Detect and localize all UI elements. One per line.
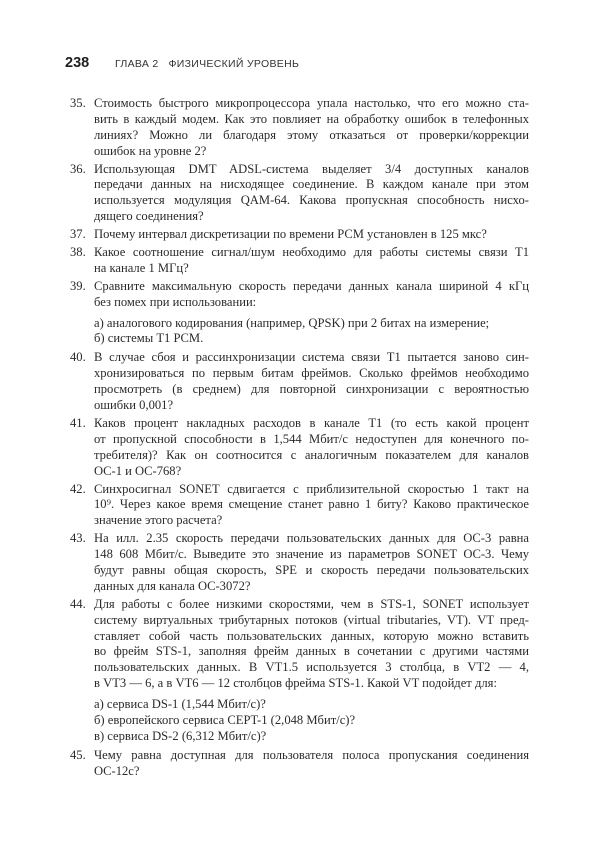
text-line: Стоимость быстрого микропроцессора упала настолько, что его можно ста- — [94, 96, 529, 110]
text-line: требителя)? Как он соотносится с аналогичным показателем для каналов — [94, 447, 529, 462]
text-line: Какое соотношение сигнал/шум необходимо для работы системы связи T1 — [94, 245, 529, 260]
problem-text — [94, 416, 529, 480]
text-line: Сравните максимальную скорость передачи данных канала шириной 4 кГц — [94, 278, 529, 293]
sub-question-list — [94, 316, 529, 348]
sub-question: а) сервиса DS-1 (1,544 Мбит/с)? — [94, 697, 266, 712]
text-line: без помех при использовании: — [94, 294, 257, 309]
problem-number: 43. — [70, 531, 86, 546]
problem-item — [70, 748, 529, 780]
text-line: во фрейм STS-1, заполняя фрейм данных в сочетании с другими частями — [94, 644, 529, 659]
sub-question: а) аналогового кодирования (например, QPSK) при 2 битах на измерение; — [94, 315, 490, 330]
text-line: просмотреть (в среднем) для повторной синхронизации с вероятностью — [94, 382, 529, 397]
problem-number: 42. — [70, 481, 86, 496]
text-line: ошибки 0,001? — [94, 398, 174, 413]
text-line: ошибок на уровне 2? — [94, 143, 207, 158]
text-line: на канале 1 МГц? — [94, 260, 189, 275]
problem-text — [94, 227, 529, 243]
page-number: 238 — [65, 55, 90, 71]
problem-item — [70, 597, 529, 745]
text-line: Использующая DMT ADSL-система выделяет 3/4 доступных каналов — [94, 161, 529, 176]
problem-text — [94, 350, 529, 414]
text-line: в VT3 — 6, а в VT6 — 12 столбцов фрейма STS-1. Какой VT подойдет для: — [94, 676, 497, 691]
problem-item — [70, 162, 529, 226]
text-line: OC-1 и OC-768? — [94, 463, 182, 478]
sub-question: в) сервиса DS-2 (6,312 Мбит/с)? — [94, 728, 267, 743]
problem-number: 45. — [70, 747, 86, 762]
text-line: от пропускной способности в 1,544 Мбит/с недоступен для конечного по- — [94, 431, 529, 446]
text-line: Каков процент накладных расходов в канале T1 (то есть какой процент — [94, 415, 529, 430]
text-line: В случае сбоя и рассинхронизации система связи T1 пытается заново син- — [94, 350, 529, 365]
problem-text — [94, 748, 529, 780]
problem-text — [94, 597, 529, 745]
text-line: будут равны общая скорость, SPE и скорость передачи пользовательских — [94, 562, 529, 577]
problem-text — [94, 162, 529, 226]
problem-text — [94, 96, 529, 160]
text-line: используется модуляция QAM-64. Какова пропускная способность нисхо- — [94, 193, 529, 208]
problem-item — [70, 96, 529, 160]
text-line: систему виртуальных трибутарных потоков (virtual tributaries, VT). VT пред- — [94, 612, 529, 627]
text-line: линиях? Можно ли благодаря этому отказаться от проверки/коррекции — [94, 127, 529, 142]
problem-item — [70, 531, 529, 595]
problem-number: 38. — [70, 245, 86, 260]
text-line: 10⁹. Через какое время смещение станет равно 1 биту? Каково практическое — [94, 497, 529, 512]
problem-text — [94, 531, 529, 595]
text-line: передачи данных на нисходящее соединение. В каждом канале при этом — [94, 177, 529, 192]
problem-text — [94, 245, 529, 277]
text-line: На илл. 2.35 скорость передачи пользовательских данных для OC-3 равна — [94, 531, 529, 546]
text-line: ставляет собой часть пользовательских данных, которую можно вставить — [94, 628, 529, 643]
problem-item — [70, 227, 529, 243]
sub-question-list — [94, 697, 529, 745]
problem-number: 39. — [70, 278, 86, 293]
chapter-label: ГЛАВА 2 — [115, 58, 159, 70]
running-header — [65, 55, 299, 71]
problem-item — [70, 482, 529, 530]
problem-number: 41. — [70, 415, 86, 430]
text-line: вить в каждый модем. Как это повлияет на обработку ошибок в телефонных — [94, 111, 529, 126]
sub-question: б) европейского сервиса CEPT-1 (2,048 Мбит/с)? — [94, 712, 356, 727]
problem-number: 40. — [70, 350, 86, 365]
text-line: OC-12c? — [94, 763, 140, 778]
text-line: хронизироваться по первым битам фреймов. Сколько фреймов необходимо — [94, 366, 529, 381]
sub-question: б) системы T1 PCM. — [94, 331, 204, 346]
problem-item — [70, 350, 529, 414]
text-line: значение этого расчета? — [94, 513, 223, 528]
text-line: пользовательских данных. В VT1.5 используется 3 столбца, в VT2 — 4, — [94, 660, 529, 675]
chapter-title: ФИЗИЧЕСКИЙ УРОВЕНЬ — [168, 58, 300, 70]
text-line: Синхросигнал SONET сдвигается с приблизительной скоростью 1 такт на — [94, 481, 529, 496]
problem-number: 36. — [70, 161, 86, 176]
problem-number: 37. — [70, 227, 86, 242]
text-line: дящего соединения? — [94, 209, 204, 224]
text-line: 148 608 Мбит/с. Выведите это значение из параметров SONET OC-3. Чему — [94, 547, 529, 562]
problem-item — [70, 279, 529, 348]
problem-text — [94, 482, 529, 530]
problem-number: 44. — [70, 596, 86, 611]
text-line: Почему интервал дискретизации по времени PCM установлен в 125 мкс? — [94, 227, 487, 242]
problem-text — [94, 279, 529, 348]
problem-list — [70, 96, 529, 782]
problem-number: 35. — [70, 96, 86, 110]
problem-item — [70, 245, 529, 277]
text-line: Чему равна доступная для пользователя полоса пропускания соединения — [94, 747, 529, 762]
problem-item — [70, 416, 529, 480]
text-line: Для работы с более низкими скоростями, чем в STS-1, SONET использует — [94, 596, 529, 611]
text-line: данных для канала OC-3072? — [94, 578, 251, 593]
